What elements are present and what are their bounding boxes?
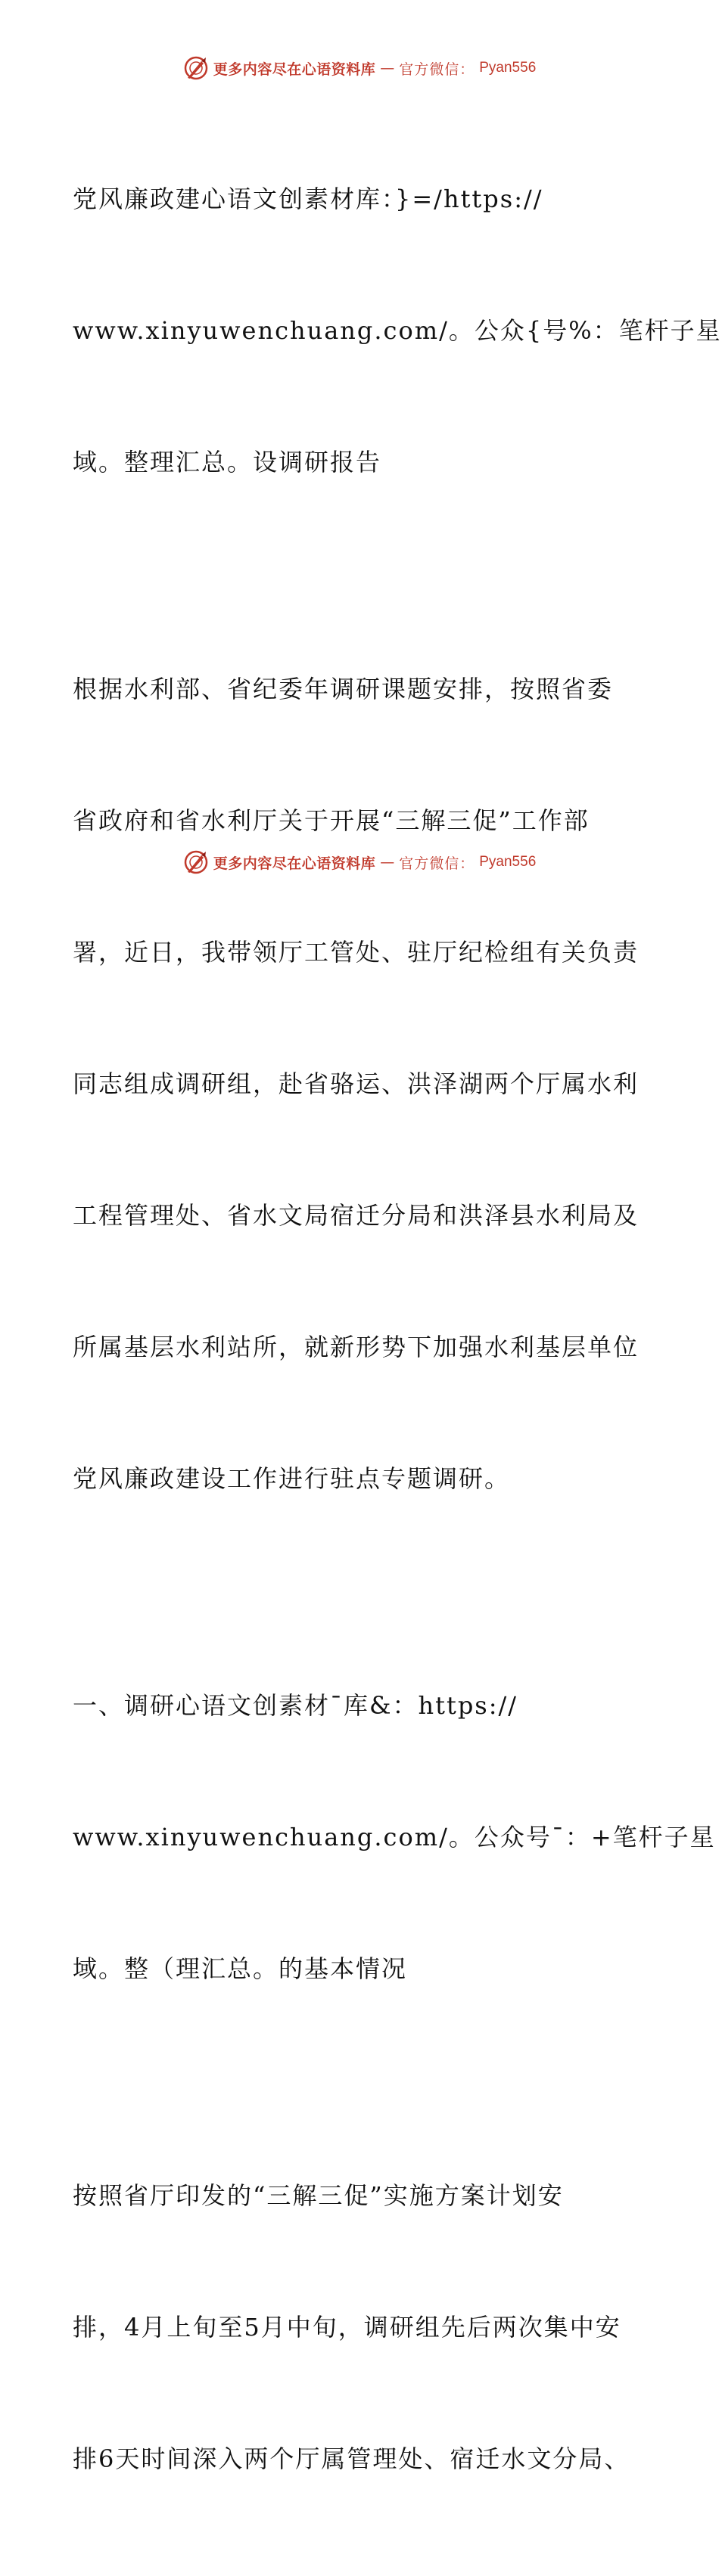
text-line: 根据水利部、省纪委年调研课题安排，按照省委 bbox=[73, 675, 614, 703]
text-line: 省政府和省水利厅关于开展“三解三促”工作部 bbox=[73, 806, 590, 835]
text-line: 工程管理处、省水文局宿迁分局和洪泽县水利局及 bbox=[73, 1201, 640, 1230]
banner-wechat-label: 官方微信： bbox=[399, 855, 475, 872]
text-line: 党风廉政建心语文创素材库：}=/https:// bbox=[73, 185, 543, 213]
text-line: 署，近日，我带领厅工管处、驻厅纪检组有关负责 bbox=[73, 938, 640, 967]
footer-banner bbox=[0, 847, 719, 877]
document-body bbox=[73, 89, 722, 2576]
paragraph bbox=[73, 89, 722, 572]
paragraph bbox=[73, 2086, 648, 2568]
text-line: 排6天时间深入两个厅属管理处、宿迁水文分局、 bbox=[73, 2444, 630, 2473]
header-banner bbox=[0, 53, 719, 83]
text-line: 域。整（理汇总。的基本情况 bbox=[73, 1954, 408, 1983]
banner-main-text: 更多内容尽在心语资料库 bbox=[213, 61, 376, 78]
paragraph bbox=[73, 579, 648, 1588]
quill-logo-icon bbox=[183, 849, 209, 875]
banner-dash: — bbox=[380, 854, 395, 871]
banner-wechat-id: Pyan556 bbox=[479, 854, 537, 870]
text-line: www.xinyuwenchuang.com/。公众号¯：+笔杆子星 bbox=[73, 1823, 716, 1851]
banner-wechat-label: 官方微信： bbox=[399, 61, 475, 78]
text-line: 一、调研心语文创素材¯库&：https:// bbox=[73, 1691, 518, 1720]
banner-wechat-id: Pyan556 bbox=[479, 60, 537, 76]
text-line: 同志组成调研组，赴省骆运、洪泽湖两个厅属水利 bbox=[73, 1069, 640, 1098]
banner-main-text: 更多内容尽在心语资料库 bbox=[213, 855, 376, 872]
quill-logo-icon bbox=[183, 55, 209, 81]
text-line: www.xinyuwenchuang.com/。公众{号%：笔杆子星 bbox=[73, 316, 722, 345]
paragraph bbox=[73, 1596, 716, 2078]
text-line: 排，4月上旬至5月中旬，调研组先后两次集中安 bbox=[73, 2313, 621, 2342]
banner-dash: — bbox=[380, 60, 395, 76]
text-line: 按照省厅印发的“三解三促”实施方案计划安 bbox=[73, 2181, 564, 2210]
text-line: 党风廉政建设工作进行驻点专题调研。 bbox=[73, 1464, 511, 1493]
text-line: 域。整理汇总。设调研报告 bbox=[73, 448, 382, 476]
text-line: 所属基层水利站所，就新形势下加强水利基层单位 bbox=[73, 1333, 640, 1361]
